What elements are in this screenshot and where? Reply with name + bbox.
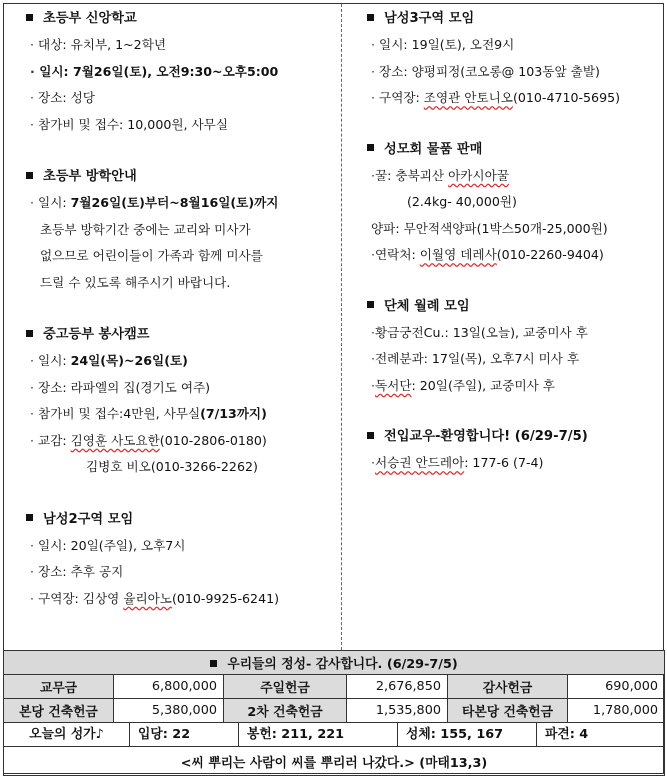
line-prefix: 교감: — [38, 432, 71, 448]
line-text: : 20일(주일), 교중미사 후 — [411, 377, 555, 393]
dot-icon: · — [30, 116, 35, 132]
line-prefix: 구역장: — [379, 90, 424, 105]
dot-icon: · — [30, 353, 35, 368]
line-text: 대상: 유치부, 1~2학년 — [38, 37, 167, 52]
dot-icon: · — [371, 455, 376, 470]
contact-phone: (010-9925-6241) — [171, 590, 280, 606]
section-title: 남성2구역 모임 — [43, 511, 134, 527]
section-title: 성모회 물품 판매 — [384, 141, 483, 157]
dot-icon: · — [30, 406, 35, 421]
contact-line: 김병호 비오(010-3266-2262) — [86, 459, 258, 474]
table-value: 1,780,000 — [568, 699, 665, 723]
contact-phone: (010-2260-9404) — [496, 247, 604, 262]
line-text: 전례분과: 17일(목), 오후7시 미사 후 — [375, 351, 580, 366]
hymn-row — [4, 723, 665, 747]
section-title: 단체 월례 모임 — [384, 298, 470, 314]
square-bullet-icon — [367, 301, 374, 308]
square-bullet-icon — [26, 514, 33, 521]
square-bullet-icon — [26, 330, 33, 337]
table-label: 타본당 건축헌금 — [448, 699, 568, 723]
line-prefix: 일시: — [38, 353, 71, 368]
line-text: 일시: 19일(토), 오전9시 — [379, 37, 515, 52]
contact-name: 김영훈 사도요한 — [70, 432, 160, 448]
group-name: 독서단 — [375, 377, 412, 393]
hymn-entry: 입당: 22 — [130, 723, 239, 746]
square-bullet-icon — [210, 660, 217, 667]
dot-icon: · — [371, 90, 376, 105]
square-bullet-icon — [26, 14, 33, 21]
body-line: 없으므로 어린이들이 가족과 함께 미사를 — [40, 248, 263, 263]
line-bold: 7월26일(토)부터~8월16일(토)까지 — [70, 195, 279, 210]
section-title: 전입교우-환영합니다! (6/29-7/5) — [384, 429, 588, 444]
offering-summary-table — [3, 650, 665, 776]
table-value: 6,800,000 — [114, 675, 224, 699]
dot-icon: · — [30, 537, 35, 553]
dot-icon: · — [371, 63, 376, 79]
section-title: 초등부 신앙학교 — [43, 11, 137, 26]
section-youth-camp — [14, 322, 329, 481]
section-children-faith-school — [14, 6, 329, 138]
hymn-dismissal: 파견: 4 — [545, 727, 589, 742]
table-label: 감사헌금 — [448, 675, 568, 699]
section-monthly-meetings — [355, 294, 660, 400]
dot-icon: · — [30, 63, 35, 79]
left-column — [14, 6, 329, 612]
section-title: 초등부 방학안내 — [43, 169, 137, 184]
section-title: 중고등부 봉사캠프 — [43, 327, 150, 342]
line-bold: 24일(목)~26일(토) — [70, 353, 188, 368]
square-bullet-icon — [367, 144, 374, 151]
contact-phone: (010-2806-0180) — [159, 432, 267, 448]
line-text: 참가비 및 접수: 10,000원, 사무실 — [38, 116, 229, 132]
line-text: 일시: 20일(주일), 오후7시 — [38, 537, 186, 553]
line-prefix: 연락처: — [375, 247, 420, 262]
line-prefix: 꿀: 충북괴산 — [375, 167, 449, 183]
line-text: 일시: 7월26일(토), 오전9:30~오후5:00 — [39, 63, 279, 79]
table-value: 2,676,850 — [347, 675, 448, 699]
section-title: 남성3구역 모임 — [384, 11, 475, 26]
right-column — [355, 6, 660, 477]
dot-icon: · — [30, 90, 35, 105]
line-text: 장소: 양평피정(코오롱@ 103동앞 출발) — [379, 63, 600, 79]
line-prefix: 구역장: 김상영 — [38, 590, 124, 606]
dot-icon: · — [371, 37, 376, 52]
dot-icon: · — [371, 324, 376, 340]
line-text: 황금궁전Cu.: 13일(오늘), 교중미사 후 — [375, 324, 588, 340]
dot-icon: · — [30, 564, 35, 579]
dot-icon: · — [371, 247, 376, 262]
table-value: 690,000 — [568, 675, 665, 699]
square-bullet-icon — [26, 172, 33, 179]
dot-icon: · — [30, 37, 35, 52]
dot-icon: · — [371, 377, 376, 393]
section-children-vacation — [14, 164, 329, 296]
line-text: 양파: 무안적색양파(1박스50개-25,000원) — [371, 220, 608, 236]
section-men-district3 — [355, 6, 660, 112]
table-row — [4, 675, 665, 699]
dot-icon: · — [30, 379, 35, 395]
contact-phone: (010-4710-5695) — [512, 90, 621, 105]
dot-icon: · — [30, 195, 35, 210]
contact-name: 조영관 안토니오 — [423, 90, 513, 105]
line-text: : 177-6 (7-4) — [464, 455, 544, 470]
product-name: 아카시아꿀 — [448, 167, 509, 183]
table-label: 2차 건축헌금 — [224, 699, 347, 723]
section-men-district2 — [14, 507, 329, 613]
price-line: (2.4kg- 40,000원) — [407, 194, 517, 209]
table-row — [4, 699, 665, 723]
table-value: 5,380,000 — [114, 699, 224, 723]
table-label: 본당 건축헌금 — [4, 699, 114, 723]
table-value: 1,535,800 — [347, 699, 448, 723]
square-bullet-icon — [367, 14, 374, 21]
line-prefix: 일시: — [38, 195, 71, 210]
section-welcome-new — [355, 424, 660, 477]
line-text: 장소: 추후 공지 — [38, 564, 124, 579]
member-name: 서승권 안드레아 — [375, 455, 465, 470]
table-label: 교무금 — [4, 675, 114, 699]
square-bullet-icon — [367, 432, 374, 439]
dot-icon: · — [371, 351, 376, 366]
dot-icon: · — [371, 167, 376, 183]
hymn-offertory: 봉헌: 211, 221 — [239, 723, 398, 746]
line-prefix: 참가비 및 접수:4만원, 사무실 — [38, 406, 201, 421]
summary-header: 우리들의 정성- 감사합니다. (6/29-7/5) — [227, 657, 458, 672]
contact-name: 율리아노 — [123, 590, 172, 606]
hymn-title: 오늘의 성가♪ — [4, 723, 130, 746]
contact-name: 이월영 데레사 — [419, 247, 497, 262]
scripture-verse: <씨 뿌리는 사람이 씨를 뿌리러 나갔다.> (마태13,3) — [4, 747, 665, 776]
hymn-communion: 성체: 155, 167 — [398, 723, 537, 746]
column-divider — [341, 4, 342, 650]
section-mothers-sale — [355, 137, 660, 269]
dot-icon: · — [30, 432, 35, 448]
dot-icon: · — [30, 590, 35, 606]
line-text: 장소: 라파엘의 집(경기도 여주) — [38, 379, 211, 395]
table-label: 주일헌금 — [224, 675, 347, 699]
body-line: 초등부 방학기간 중에는 교리와 미사가 — [40, 221, 251, 237]
line-bold: (7/13까지) — [200, 406, 267, 421]
body-line: 드릴 수 있도록 해주시기 바랍니다. — [40, 274, 231, 290]
line-text: 장소: 성당 — [38, 90, 95, 105]
